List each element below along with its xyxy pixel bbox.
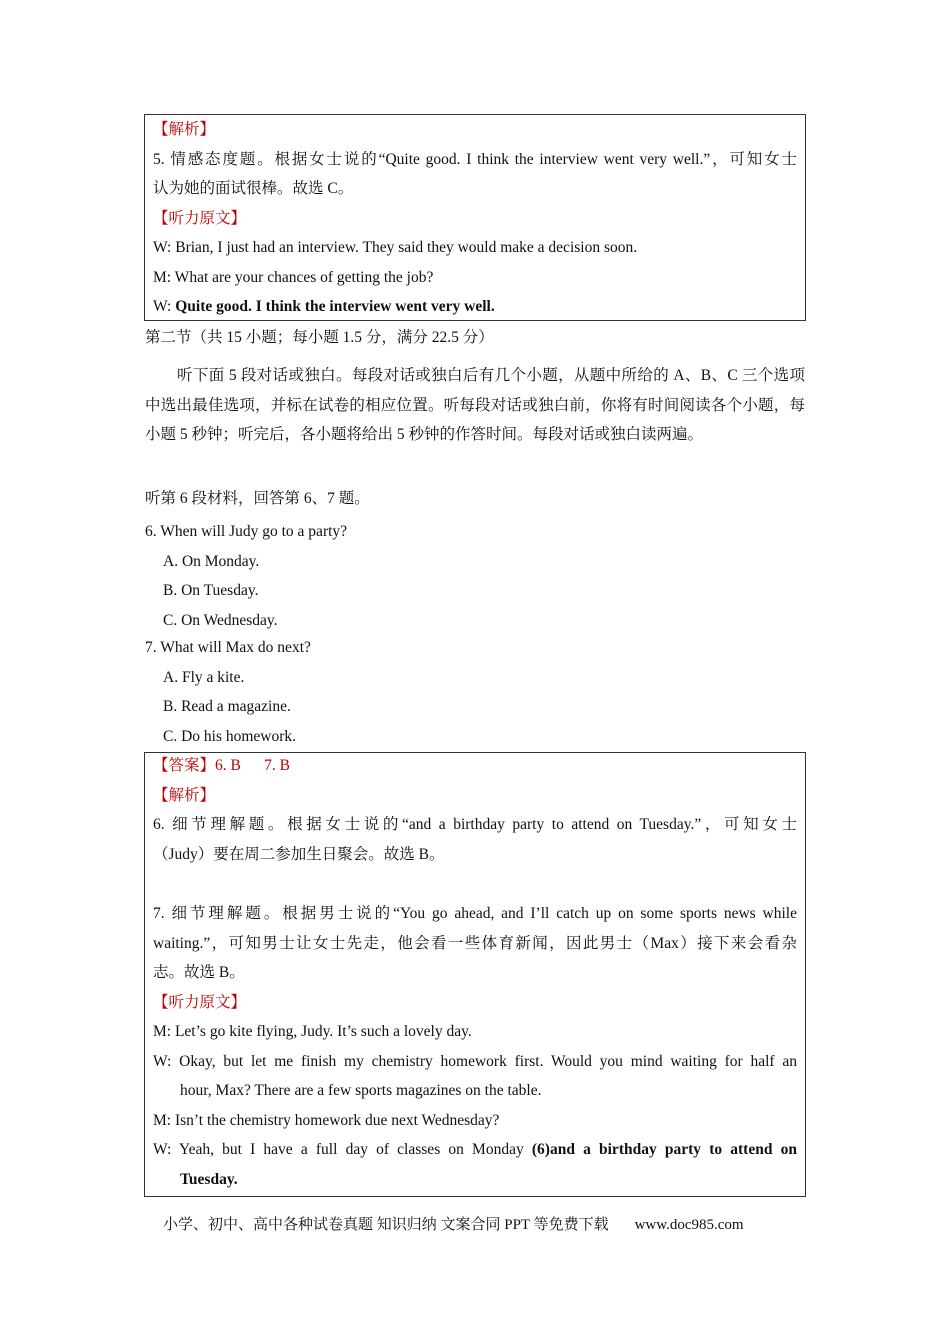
question-stem: 7. What will Max do next? [145, 639, 311, 656]
transcript-label: 【听力原文】 [153, 209, 247, 227]
option-c: C. Do his homework. [163, 727, 297, 745]
answer-box-q5 [144, 114, 806, 321]
question-stem: 6. When will Judy go to a party? [145, 523, 348, 540]
answer-box-q6-7 [144, 752, 806, 1197]
analysis-label: 【解析】 [153, 121, 216, 138]
analysis-q6-line2: （Judy）要在周二参加生日聚会。故选 B。 [153, 845, 445, 863]
analysis-q5-line2: 认为她的面试很棒。故选 C。 [153, 180, 354, 197]
transcript-line-key [153, 1135, 797, 1165]
analysis-label: 【解析】 [153, 786, 216, 804]
option-b: B. Read a magazine. [163, 698, 291, 715]
transcript-line: M: What are your chances of getting the job? [153, 268, 434, 286]
analysis-q7-line1: 7. 细节理解题。根据男士说的“You go ahead, and I’ll catch up on some sports news while [153, 905, 797, 922]
footer-text: 小学、初中、高中各种试卷真题 知识归纳 文案合同 PPT 等免费下载 [163, 1217, 609, 1233]
option-a: A. Fly a kite. [163, 668, 245, 686]
transcript-line: M: Isn’t the chemistry homework due next Wednesday? [153, 1111, 500, 1129]
section2-title: 第二节（共 15 小题；每小题 1.5 分，满分 22.5 分） [145, 329, 494, 346]
answer-label: 【答案】 [153, 757, 216, 774]
option-c: C. On Wednesday. [163, 611, 278, 629]
transcript-line: M: Let’s go kite flying, Judy. It’s such a lovely day. [153, 1023, 472, 1040]
question-7 [145, 633, 805, 751]
question-6 [145, 517, 805, 635]
transcript-line-cont: hour, Max? There are a few sports magazines on the table. [180, 1082, 542, 1099]
material-intro: 听第 6 段材料，回答第 6、7 题。 [145, 490, 370, 507]
transcript-line: W: Okay, but let me finish my chemistry homework first. Would you mind waiting for half an [153, 1052, 797, 1070]
analysis-q7-line2: waiting.”，可知男士让女士先走，他会看一些体育新闻，因此男士（Max）接下来会看杂 [153, 934, 797, 952]
analysis-q5-line1: 5. 情感态度题。根据女士说的“Quite good. I think the interview went very well.”，可知女士 [153, 150, 797, 168]
speaker: W: [153, 298, 176, 315]
footer [163, 1213, 803, 1234]
transcript-line-key [153, 292, 797, 322]
analysis-q7-line3: 志。故选 B。 [153, 964, 245, 981]
section2-instructions: 听下面 5 段对话或独白。每段对话或独白后有几个小题，从题中所给的 A、B、C 三个选项中选出最佳选项，并标在试卷的相应位置。听每段对话或独白前，你将有时间阅读各个小题，每小题 5 秒钟；听完后，各小题将给出 5 秒钟的作答时间。每段对话或独白读两遍。 [145, 367, 805, 443]
answer-line [153, 751, 797, 781]
blank-line [153, 869, 797, 899]
key-sentence-cont: Tuesday. [180, 1170, 238, 1188]
footer-url[interactable]: www.doc985.com [634, 1217, 744, 1233]
key-sentence: Quite good. I think the interview went very well. [175, 298, 495, 315]
option-a: A. On Monday. [163, 552, 260, 570]
key-sentence: (6)and a birthday party to attend on [531, 1141, 797, 1158]
analysis-q6-line1: 6. 细节理解题。根据女士说的“and a birthday party to attend on Tuesday.”，可知女士 [153, 816, 797, 833]
option-b: B. On Tuesday. [163, 582, 259, 599]
transcript-plain: W: Yeah, but I have a full day of classes on Monday [153, 1141, 532, 1158]
transcript-line: W: Brian, I just had an interview. They said they would make a decision soon. [153, 239, 638, 256]
transcript-label: 【听力原文】 [153, 993, 247, 1011]
answer-text: 6. B 7. B [215, 757, 290, 774]
